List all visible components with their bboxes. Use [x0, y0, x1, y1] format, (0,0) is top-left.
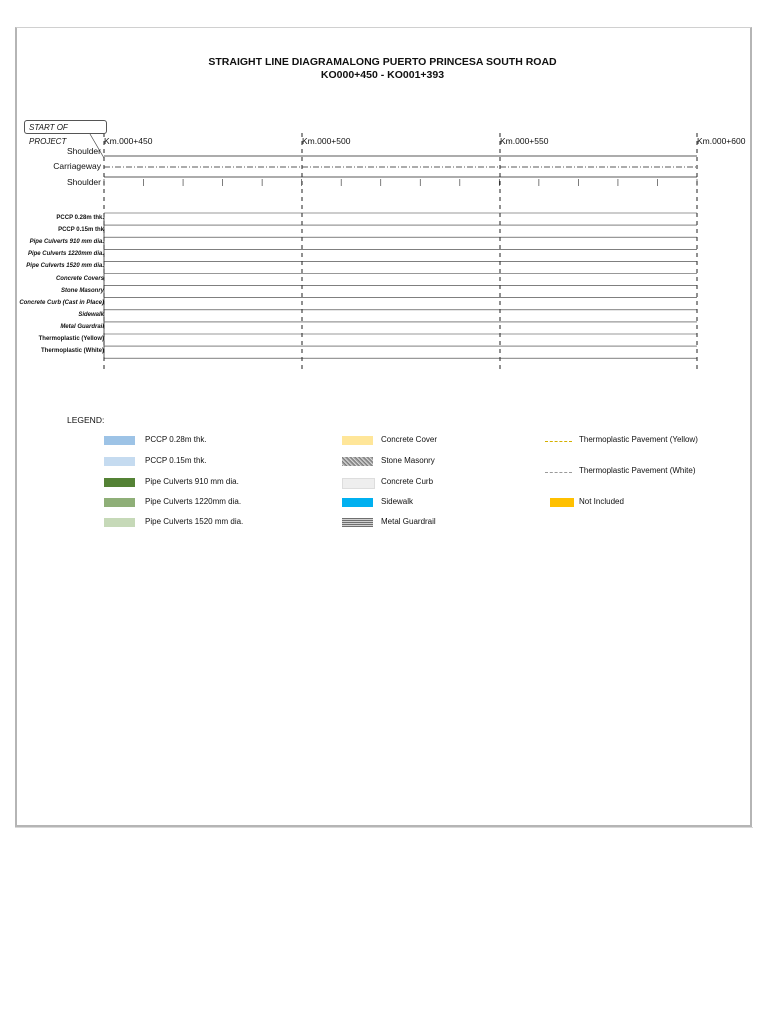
legend-label: Thermoplastic Pavement (Yellow): [579, 435, 698, 444]
legend-swatch: [104, 518, 135, 527]
legend-swatch: [342, 518, 373, 527]
item-label: PCCP 0.15m thk: [58, 227, 104, 234]
legend-label: Concrete Curb: [381, 477, 434, 486]
row-label-shoulder: Shoulder: [66, 177, 101, 187]
item-label: Stone Masonry: [60, 287, 104, 294]
legend-swatch: [104, 498, 135, 507]
legend-label: Concrete Cover: [381, 435, 438, 444]
legend-swatch: [104, 436, 135, 445]
item-label: Pipe Culverts 1220mm dia.: [27, 251, 104, 258]
item-label: Concrete Curb (Cast in Place): [19, 299, 104, 306]
legend-label: Thermoplastic Pavement (White): [579, 466, 696, 475]
station-label: Km.000+550: [500, 136, 549, 146]
legend-swatch: [342, 498, 373, 507]
row-label-shoulder: Shoulder: [66, 146, 101, 156]
diagram-subtitle: KO000+450 - KO001+393: [320, 69, 445, 81]
diagram-title: STRAIGHT LINE DIAGRAMALONG PUERTO PRINCESA SOUTH ROAD: [208, 56, 557, 68]
item-label: Thermoplastic (Yellow): [38, 336, 104, 342]
legend-label: PCCP 0.28m thk.: [145, 435, 207, 444]
start-of-project-callout: START OF PROJECT: [24, 120, 107, 134]
legend-label: Pipe Culverts 910 mm dia.: [145, 477, 239, 486]
station-label: Km.000+600: [697, 136, 746, 146]
legend-label: Stone Masonry: [381, 456, 435, 465]
legend-label: Sidewalk: [381, 497, 414, 506]
legend-swatch: [342, 436, 373, 445]
item-label: Pipe Culverts 1520 mm dia.: [26, 263, 104, 270]
legend-swatch: [104, 478, 135, 487]
item-label: Sidewalk: [78, 311, 104, 318]
legend-label: Pipe Culverts 1220mm dia.: [145, 497, 242, 506]
sheet-edge: [15, 827, 753, 828]
legend-label: PCCP 0.15m thk.: [145, 456, 207, 465]
item-label: Concrete Covers: [55, 275, 104, 282]
item-label: Thermoplastic (White): [40, 348, 104, 355]
legend-label: Not Included: [579, 497, 624, 506]
legend-swatch: [342, 457, 373, 466]
station-label: Km.000+500: [302, 136, 351, 146]
legend-line-swatch: [545, 472, 572, 473]
legend-label: Metal Guardrail: [381, 517, 436, 526]
legend-swatch: [104, 457, 135, 466]
item-label: Pipe Culverts 910 mm dia.: [29, 239, 104, 246]
legend-swatch: [342, 478, 375, 489]
legend-swatch: [550, 498, 574, 507]
item-label: PCCP 0.28m thk.: [56, 215, 104, 221]
legend-title: LEGEND:: [67, 415, 105, 425]
item-label: Metal Guardrail: [60, 323, 104, 330]
legend-line-swatch: [545, 441, 572, 442]
legend-label: Pipe Culverts 1520 mm dia.: [145, 517, 244, 526]
station-label: Km.000+450: [104, 136, 153, 146]
row-label-carriageway: Carriageway: [53, 161, 101, 171]
